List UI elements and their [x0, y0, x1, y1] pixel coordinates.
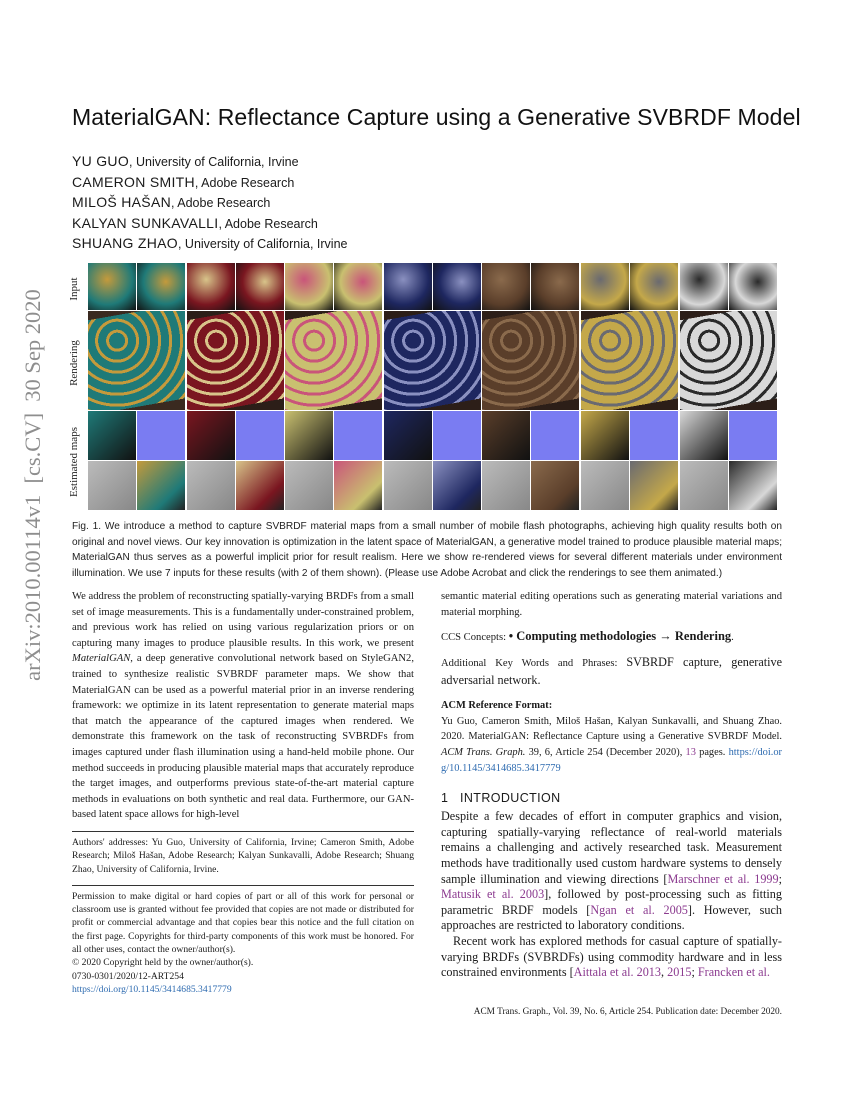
author-affiliation: , Adobe Research [218, 216, 318, 231]
normal-map [729, 411, 777, 460]
left-column [72, 589, 414, 996]
material-column [482, 263, 579, 511]
author-name: SHUANG ZHAO [72, 235, 178, 252]
normal-map [236, 411, 284, 460]
row-label-input: Input [68, 277, 80, 301]
author-affiliation: , Adobe Research [171, 196, 271, 211]
author-name: CAMERON SMITH [72, 173, 195, 190]
author-addresses: Authors' addresses: Yu Guo, University of California, Irvine; Cameron Smith, Adobe Research; Miloš Hašan, Adobe Research; Kalyan Sunkavalli, Adobe Research; Shuang Zhao, University of California, Irvine. [72, 836, 414, 875]
two-column-body [72, 589, 782, 996]
specular-map [531, 461, 579, 510]
input-photo [187, 263, 235, 310]
roughness-map [285, 461, 333, 510]
diffuse-map [88, 411, 136, 460]
rendering[interactable] [285, 311, 382, 410]
citation-link[interactable]: Marschner et al. 1999 [667, 871, 779, 886]
roughness-map [581, 461, 629, 510]
page-footer: ACM Trans. Graph., Vol. 39, No. 6, Article 254. Publication date: December 2020. [473, 1007, 782, 1018]
input-photo [729, 263, 777, 310]
author [72, 234, 348, 255]
author-affiliation: , Adobe Research [194, 175, 295, 190]
citation-link[interactable]: Ngan et al. 2005 [590, 902, 688, 917]
row-label-rendering: Rendering [68, 340, 80, 386]
teaser-figure [62, 263, 782, 513]
author-list [72, 152, 348, 255]
specular-map [433, 461, 481, 510]
author [72, 214, 348, 235]
diffuse-map [482, 411, 530, 460]
material-column [581, 263, 678, 511]
ccs-concepts: CCS Concepts: • Computing methodologies → Rendering. [441, 629, 734, 644]
input-photo [236, 263, 284, 310]
input-photo [285, 263, 333, 310]
abstract-continued: semantic material editing operations such as generating material variations and material morphing. [441, 591, 782, 618]
roughness-map [482, 461, 530, 510]
author [72, 152, 348, 173]
normal-map [531, 411, 579, 460]
divider [72, 831, 414, 832]
citation-link[interactable]: Aittala et al. 2013 [573, 965, 661, 980]
author-affiliation: , University of California, Irvine [177, 237, 348, 252]
row-label-estimated-maps: Estimated maps [68, 427, 80, 497]
rendering[interactable] [482, 311, 579, 410]
arxiv-stamp: arXiv:2010.00114v1 [cs.CV] 30 Sep 2020 [20, 289, 45, 681]
section-heading: 1 INTRODUCTION [441, 791, 561, 806]
input-photo [482, 263, 530, 310]
citation-link[interactable]: Francken et al. [697, 965, 770, 980]
author-name: KALYAN SUNKAVALLI [72, 214, 219, 231]
copyright: © 2020 Copyright held by the owner/author(s). [72, 957, 254, 969]
specular-map [236, 461, 284, 510]
input-photo [630, 263, 678, 310]
paper-title: MaterialGAN: Reflectance Capture using a Generative SVBRDF Model [72, 104, 801, 130]
rendering[interactable] [384, 311, 481, 410]
author [72, 193, 348, 214]
doi-link[interactable]: https://doi.org/10.1145/3414685.3417779 [441, 746, 782, 774]
figure-caption: Fig. 1. We introduce a method to capture SVBRDF material maps from a small number of mobile flash photographs, achieving high quality results both on original and novel views. Our key innovation is optimization in the latent space of MaterialGAN, a generative model trained to produce plausible material maps; MaterialGAN thus serves as a powerful implicit prior for result realism. Here we show re-rendered views for several different materials under environment illumination. We use 7 inputs for these results (with 2 of them shown). (Please use Adobe Acrobat and click the renderings to see them animated.) [72, 521, 782, 579]
permission-text: Permission to make digital or hard copies of part or all of this work for personal or classroom use is granted without fee provided that copies are not made or distributed for profit or commercial advantage and that copies bear this notice and the full citation on the first page. Copyrights for third-party components of this work must be honored. For all other uses, contact the owner/author(s). [72, 890, 414, 955]
normal-map [433, 411, 481, 460]
rendering[interactable] [187, 311, 284, 410]
rendering[interactable] [581, 311, 678, 410]
input-photo [334, 263, 382, 310]
input-photo [680, 263, 728, 310]
abstract: We address the problem of reconstructing spatially-varying BRDFs from a small set of image measurements. This is a fundamentally under-constrained problem, and previous work has relied on using various regularization priors or on capturing many images to produce plausible results. In this work, we present MaterialGAN, a deep generative convolutional network based on StyleGAN2, trained to synthesize realistic SVBRDF parameter maps. We show that MaterialGAN can be used as a powerful material prior in an inverse rendering framework: we optimize in its latent representation to generate material maps that match the appearance of the captured images when rendered. We demonstrate this framework on the task of reconstructing SVBRDFs from images captured under flash illumination using a hand-held mobile phone. Our method succeeds in producing plausible material maps that accurately reproduce the target images, and outperforms previous state-of-the-art material capture methods in evaluations on both synthetic and real data. Furthermore, our GAN-based latent space allows for high-level [72, 591, 414, 821]
input-photo [581, 263, 629, 310]
specular-map [334, 461, 382, 510]
roughness-map [88, 461, 136, 510]
input-photo [531, 263, 579, 310]
roughness-map [680, 461, 728, 510]
right-column [441, 589, 782, 981]
roughness-map [384, 461, 432, 510]
material-column [88, 263, 185, 511]
divider [72, 885, 414, 886]
material-column [187, 263, 284, 511]
rendering[interactable] [88, 311, 185, 410]
roughness-map [187, 461, 235, 510]
paragraph: Recent work has explored methods for casual capture of spatially-varying BRDFs (SVBRDFs) using commodity hardware and in less constrained environments [Aittala et al. 2013, 2015; Francken et al. [441, 933, 782, 980]
citation-link[interactable]: Matusik et al. 2003 [441, 887, 545, 902]
input-photo [137, 263, 185, 310]
author [72, 173, 348, 194]
rendering[interactable] [680, 311, 777, 410]
issn: 0730-0301/2020/12-ART254 [72, 970, 184, 982]
author-affiliation: , University of California, Irvine [129, 155, 299, 169]
permission-notice [72, 890, 414, 996]
citation-link[interactable]: 2015 [667, 965, 692, 980]
diffuse-map [384, 411, 432, 460]
material-column [680, 263, 777, 511]
normal-map [334, 411, 382, 460]
normal-map [137, 411, 185, 460]
author-name: MILOŠ HAŠAN [72, 194, 171, 211]
diffuse-map [187, 411, 235, 460]
paragraph: Despite a few decades of effort in computer graphics and vision, capturing spatially-varying reflectance of real-world materials remains a challenging and actively researched task. Measurement methods have traditionally used custom hardware systems to densely sample illumination and viewing directions [Marschner et al. 1999; Matusik et al. 2003], followed by post-processing such as fitting parametric BRDF models [Ngan et al. 2005]. However, such approaches are restricted to laboratory conditions. [441, 809, 783, 933]
diffuse-map [285, 411, 333, 460]
keywords: Additional Key Words and Phrases: SVBRDF capture, generative adversarial network. [441, 655, 782, 688]
doi-link[interactable]: https://doi.org/10.1145/3414685.3417779 [72, 983, 232, 995]
input-photo [88, 263, 136, 310]
acm-reference: ACM Reference Format: Yu Guo, Cameron Smith, Miloš Hašan, Kalyan Sunkavalli, and Shuang Zhao. 2020. MaterialGAN: Reflectance Capture using a Generative SVBRDF Model. ACM Trans. Graph. 39, 6, Article 254 (December 2020), 13 pages. https://doi.org/10.1145/3414685.3417779 [441, 700, 782, 774]
introduction-text [441, 809, 782, 981]
author-name: YU GUO [72, 153, 130, 169]
normal-map [630, 411, 678, 460]
input-photo [433, 263, 481, 310]
diffuse-map [680, 411, 728, 460]
specular-map [729, 461, 777, 510]
diffuse-map [581, 411, 629, 460]
material-column [285, 263, 382, 511]
page-body [72, 519, 782, 1026]
material-column [384, 263, 481, 511]
specular-map [137, 461, 185, 510]
input-photo [384, 263, 432, 310]
specular-map [630, 461, 678, 510]
